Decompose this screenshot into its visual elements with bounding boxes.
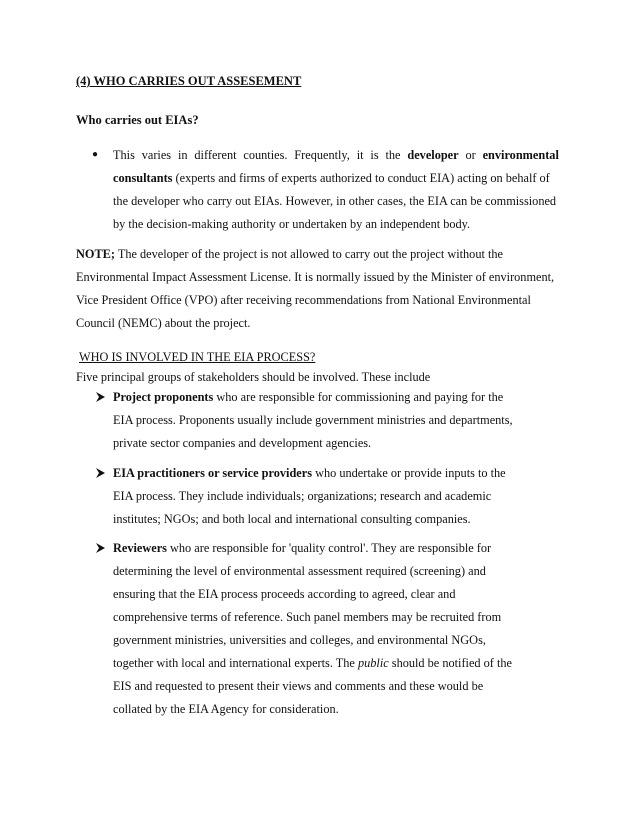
item2-line1: EIA practitioners or service providers who undertake or provide inputs to the [113,466,506,480]
item3-line2: determining the level of environmental assessment required (screening) and [113,564,486,578]
question-heading: Who carries out EIAs? [76,113,199,127]
arrow-bullet-icon [95,542,106,554]
item3-line8: collated by the EIA Agency for consideration. [113,702,339,716]
item2-line3: institutes; NGOs; and both local and international consulting companies. [113,512,471,526]
note-line2: Environmental Impact Assessment License. It is normally issued by the Minister of environment, [76,270,555,284]
item3-line5: government ministries, universities and colleges, and environmental NGOs, [113,633,486,647]
bullet1-line4: by the decision-making authority or undertaken by an independent body. [113,217,471,231]
item1-line1: Project proponents who are responsible for commissioning and paying for the [113,390,504,404]
item3-line1: Reviewers who are responsible for 'quality control'. They are responsible for [113,541,492,555]
item1-line3: private sector companies and development agencies. [113,436,372,450]
item1-line2: EIA process. Proponents usually include government ministries and departments, [113,413,513,427]
note-line3: Vice President Office (VPO) after receiving recommendations from National Environmental [76,293,531,307]
note-line4: Council (NEMC) about the project. [76,316,251,330]
note-line1: NOTE; The developer of the project is not allowed to carry out the project without the [76,247,503,261]
bullet1-line1: This varies in different counties. Frequently, it is the developer or environmental [113,148,559,162]
arrow-bullet-icon [95,391,106,403]
section2-intro: Five principal groups of stakeholders should be involved. These include [76,370,431,384]
bullet-icon: ● [92,149,99,160]
section2-heading: WHO IS INVOLVED IN THE EIA PROCESS? [79,350,316,364]
item2-line2: EIA process. They include individuals; organizations; research and academic [113,489,492,503]
arrow-bullet-icon [95,467,106,479]
item3-line6: together with local and international experts. The public should be notified of the [113,656,512,670]
item3-line7: EIS and requested to present their views and comments and these would be [113,679,484,693]
bullet1-line2: consultants (experts and firms of experts authorized to conduct EIA) acting on behalf of [113,171,550,185]
section-heading: (4) WHO CARRIES OUT ASSESEMENT [76,74,302,88]
item3-line4: comprehensive terms of reference. Such panel members may be recruited from [113,610,502,624]
bullet1-line3: the developer who carry out EIAs. However, in other cases, the EIA can be commissioned [113,194,557,208]
item3-line3: ensuring that the EIA process proceeds according to agreed, clear and [113,587,456,601]
